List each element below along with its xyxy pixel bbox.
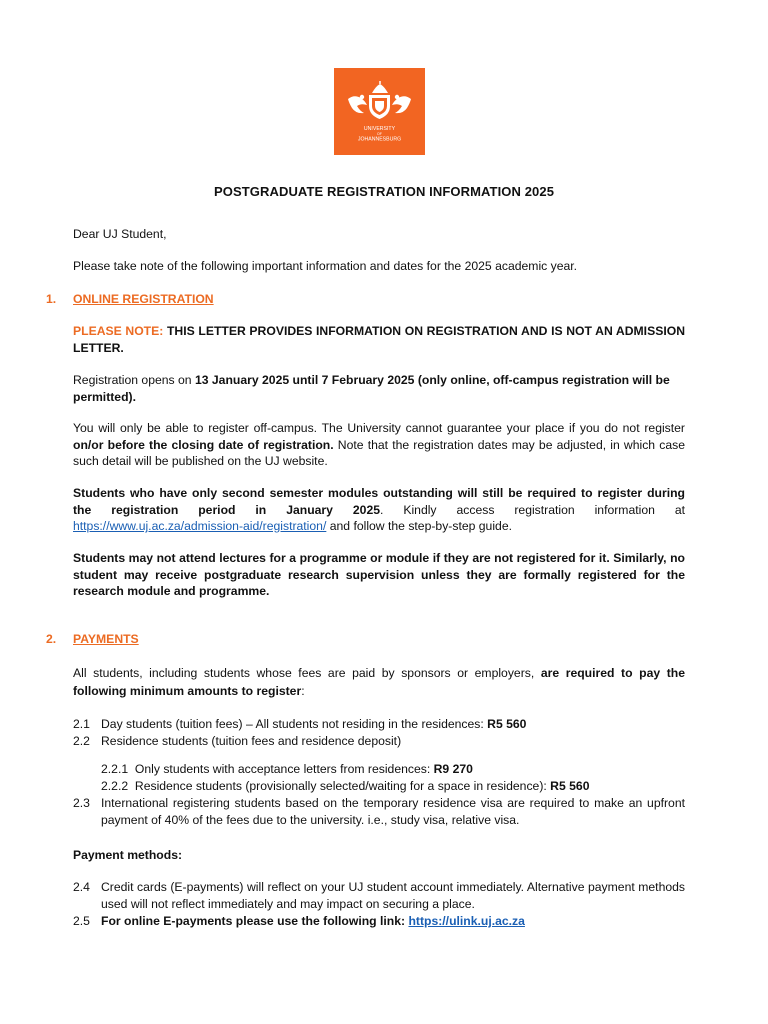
adjusted-dates-text: Note that the registration dates may be adjusted, in which case such detail will be published on the UJ website. bbox=[73, 437, 685, 468]
registration-dates: 13 January 2025 until 7 February 2025 (only online, off-campus registration will be permitted). bbox=[73, 373, 670, 404]
access-info-text: . Kindly access registration information at bbox=[380, 502, 685, 517]
acceptance-letters-text: Only students with acceptance letters from residences: bbox=[134, 762, 434, 776]
svg-text:JOHANNESBURG: JOHANNESBURG bbox=[357, 136, 402, 143]
payment-methods-label: Payment methods: bbox=[73, 848, 183, 862]
day-students-amount: R5 560 bbox=[487, 717, 527, 731]
registration-dates-paragraph bbox=[73, 372, 685, 405]
item-number: 2.2.1 bbox=[101, 762, 129, 776]
item-number: 2.1 bbox=[73, 717, 90, 731]
item-number: 2.4 bbox=[73, 880, 90, 894]
section-number: 2. bbox=[46, 632, 57, 646]
step-guide-text: and follow the step-by-step guide. bbox=[326, 519, 512, 533]
section-1-heading bbox=[46, 291, 214, 308]
provisional-residence-amount: R5 560 bbox=[550, 779, 590, 793]
list-item-2-3 bbox=[73, 795, 685, 829]
university-logo bbox=[334, 68, 425, 155]
item-text: Residence students (tuition fees and residence deposit) bbox=[101, 734, 402, 748]
document-title: POSTGRADUATE REGISTRATION INFORMATION 2025 bbox=[213, 184, 555, 199]
colon: : bbox=[301, 684, 305, 698]
university-crest-icon bbox=[334, 68, 425, 155]
second-semester-paragraph bbox=[73, 485, 685, 535]
online-payments-text: For online E-payments please use the following link: bbox=[101, 914, 409, 928]
payment-methods-heading bbox=[73, 847, 685, 864]
item-number: 2.2 bbox=[73, 734, 90, 748]
item-text bbox=[101, 913, 685, 930]
provisional-residence-text: Residence students (provisionally selected/waiting for a space in residence): bbox=[134, 779, 551, 793]
please-note-paragraph bbox=[73, 323, 685, 356]
section-number: 1. bbox=[46, 292, 57, 306]
international-students-text: International registering students based on the temporary residence visa are required to make an upfront payment of 40% of the fees due to the university. i.e., study visa, relative visa. bbox=[101, 796, 685, 827]
off-campus-paragraph bbox=[73, 420, 685, 470]
item-text bbox=[101, 716, 685, 733]
list-item-2-5 bbox=[73, 913, 685, 930]
payments-intro-text: All students, including students whose fees are paid by sponsors or employers, bbox=[73, 666, 541, 680]
intro-paragraph: Please take note of the following important information and dates for the 2025 academic year. bbox=[73, 259, 578, 273]
item-number: 2.2.2 bbox=[101, 779, 129, 793]
day-students-text: Day students (tuition fees) – All students not residing in the residences: bbox=[101, 717, 488, 731]
list-item-2-1 bbox=[73, 716, 685, 733]
second-semester-text: Students who have only second semester modules outstanding will still be required to register during the registration period in January 2025 bbox=[73, 486, 685, 517]
list-item-2-2-2 bbox=[101, 778, 685, 795]
item-number: 2.5 bbox=[73, 914, 90, 928]
registration-link[interactable]: https://www.uj.ac.za/admission-aid/registration/ bbox=[73, 519, 327, 533]
greeting: Dear UJ Student, bbox=[73, 227, 167, 241]
registration-prefix: Registration opens on bbox=[73, 373, 195, 387]
off-campus-text: You will only be able to register off-campus. The University cannot guarantee your place if you do not register bbox=[73, 421, 685, 435]
attendance-text: Students may not attend lectures for a programme or module if they are not registered for it. Similarly, no student may receive postgraduate research supervision unless they are formally registered for the research module and programme. bbox=[73, 551, 685, 598]
list-item-2-2-1 bbox=[101, 761, 685, 778]
attendance-paragraph bbox=[73, 550, 685, 600]
credit-cards-text: Credit cards (E-payments) will reflect on your UJ student account immediately. Alternative payment methods used will not reflect immediately and may impact on securing a place. bbox=[101, 880, 685, 911]
section-title: ONLINE REGISTRATION bbox=[73, 292, 214, 306]
please-note-text: THIS LETTER PROVIDES INFORMATION ON REGISTRATION AND IS NOT AN ADMISSION LETTER. bbox=[73, 324, 685, 355]
acceptance-letters-amount: R9 270 bbox=[433, 762, 473, 776]
minimum-amounts-text: are required to pay the following minimum amounts to register bbox=[73, 666, 685, 698]
list-item-2-4 bbox=[73, 879, 685, 913]
section-2-heading bbox=[46, 631, 139, 648]
please-note-label: PLEASE NOTE: bbox=[73, 324, 164, 338]
ulink-link[interactable]: https://ulink.uj.ac.za bbox=[408, 914, 525, 928]
item-number: 2.3 bbox=[73, 796, 90, 810]
closing-date-text: on/or before the closing date of registration. bbox=[73, 437, 334, 452]
section-title: PAYMENTS bbox=[73, 632, 139, 646]
list-item-2-2 bbox=[73, 733, 685, 750]
svg-text:UNIVERSITY: UNIVERSITY bbox=[363, 126, 396, 132]
svg-text:OF: OF bbox=[377, 132, 382, 136]
payments-intro-paragraph bbox=[73, 664, 685, 700]
